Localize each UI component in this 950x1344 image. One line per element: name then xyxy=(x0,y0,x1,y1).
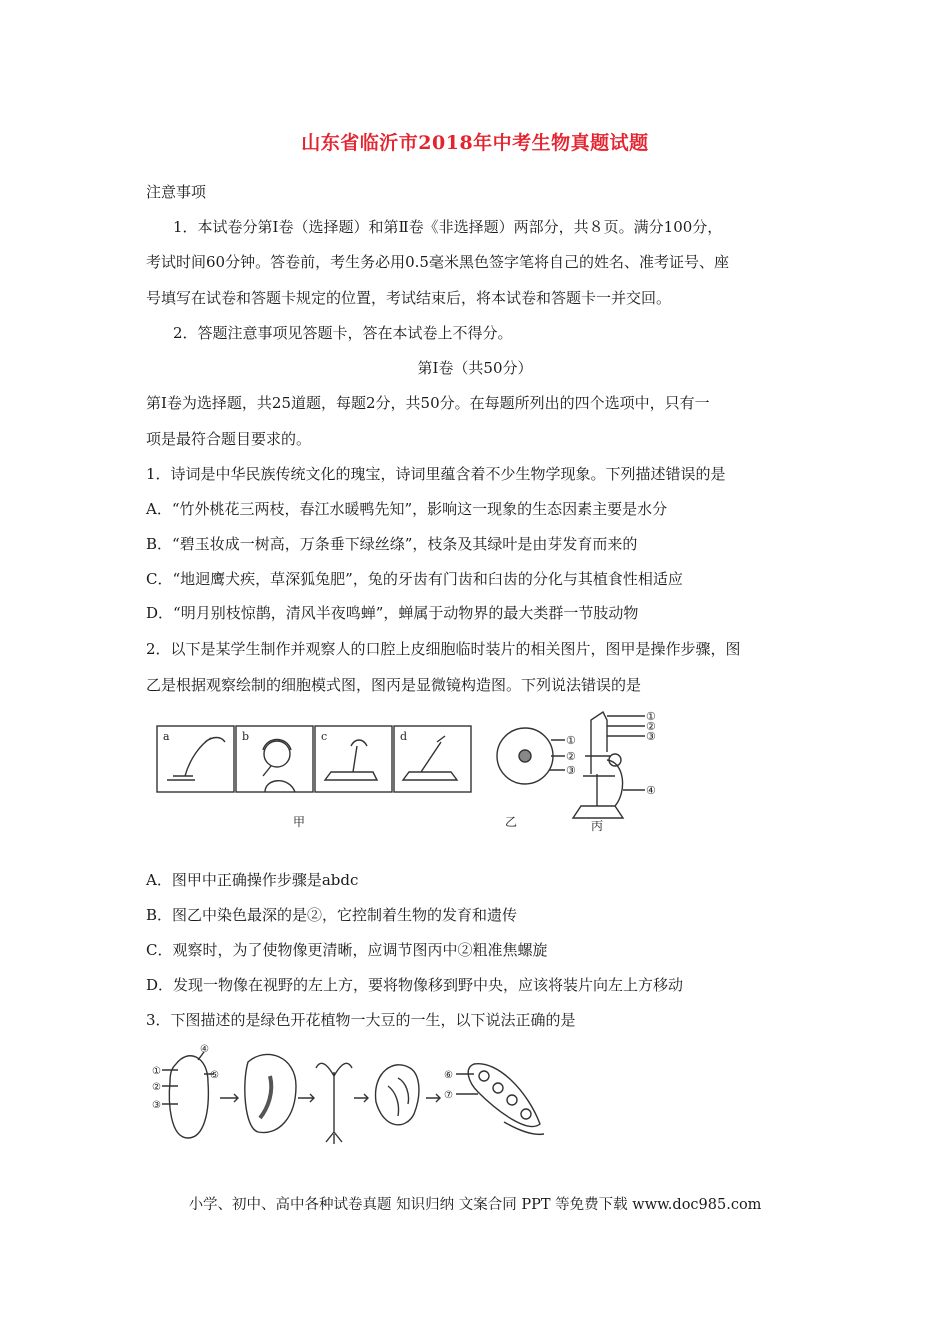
scope-label-1: ① xyxy=(646,710,656,723)
notice-item-1-line-2: 考试时间60分钟。答卷前，考生务必用0.5毫米黑色签字笔将自己的姓名、准考证号、座 xyxy=(146,253,729,271)
seed-diagram xyxy=(162,1052,214,1138)
pod-label-7: ⑦ xyxy=(444,1090,453,1101)
cell-label-3: ③ xyxy=(566,764,576,777)
arrow-icon xyxy=(220,1094,238,1102)
page-footer: 小学、初中、高中各种试卷真题 知识归纳 文案合同 PPT 等免费下载 www.doc985.com xyxy=(188,1197,762,1213)
arrow-icon xyxy=(426,1094,440,1102)
question-1-option-c: C．“地迥鹰犬疾，草深狐兔肥”，兔的牙齿有门齿和臼齿的分化与其植食性相适应 xyxy=(146,570,683,588)
question-1-stem: 1．诗词是中华民族传统文化的瑰宝，诗词里蕴含着不少生物学现象。下列描述错误的是 xyxy=(146,465,726,483)
section-intro-line-1: 第Ⅰ卷为选择题，共25道题，每题2分，共50分。在每题所列出的四个选项中，只有一 xyxy=(146,394,710,412)
seed-label-4: ④ xyxy=(200,1044,209,1055)
step-label-c: c xyxy=(321,730,328,743)
flower-diagram xyxy=(376,1065,419,1125)
question-2-stem-line-1: 2．以下是某学生制作并观察人的口腔上皮细胞临时装片的相关图片，图甲是操作步骤，图 xyxy=(146,640,741,658)
arrow-icon xyxy=(298,1094,314,1102)
question-1-option-b: B．“碧玉妆成一树高，万条垂下绿丝绦”，枝条及其绿叶是由芽发育而来的 xyxy=(146,535,638,553)
section-intro-line-2: 项是最符合题目要求的。 xyxy=(146,430,312,448)
seed-label-3: ③ xyxy=(152,1100,161,1111)
pod-diagram xyxy=(456,1064,544,1135)
question-2-option-a: A．图甲中正确操作步骤是abdc xyxy=(146,871,359,889)
cell-label-1: ① xyxy=(566,734,576,747)
pod-label-6: ⑥ xyxy=(444,1070,453,1081)
page-title: 山东省临沂市2018年中考生物真题试题 xyxy=(301,132,649,154)
step-label-d: d xyxy=(400,730,408,743)
notice-item-1-line-1: 1．本试卷分第Ⅰ卷（选择题）和第Ⅱ卷《非选择题）两部分，共８页。满分100分， xyxy=(173,218,723,236)
notice-item-2: 2．答题注意事项见答题卡，答在本试卷上不得分。 xyxy=(173,324,513,342)
germinating-seed-diagram xyxy=(245,1054,296,1132)
step-label-a: a xyxy=(163,730,170,743)
caption-yi: 乙 xyxy=(505,815,518,829)
question-2-stem-line-2: 乙是根据观察绘制的细胞模式图，图丙是显微镜构造图。下列说法错误的是 xyxy=(146,676,642,694)
cell-label-2: ② xyxy=(566,750,576,763)
question-1-option-d: D．“明月别枝惊鹊，清风半夜鸣蝉”，蝉属于动物界的最大类群一节肢动物 xyxy=(146,604,639,622)
seed-label-5: ⑤ xyxy=(210,1070,219,1081)
step-label-b: b xyxy=(242,730,250,743)
question-1-option-a: A．“竹外桃花三两枝，春江水暖鸭先知”，影响这一现象的生态因素主要是水分 xyxy=(146,500,668,518)
seedling-diagram xyxy=(316,1063,352,1144)
question-2-figure xyxy=(145,700,665,835)
question-2-option-c: C．观察时，为了使物像更清晰，应调节图丙中②粗准焦螺旋 xyxy=(146,941,548,959)
arrow-icon xyxy=(354,1094,368,1102)
question-2-option-d: D．发现一物像在视野的左上方，要将物像移到野中央，应该将装片向左上方移动 xyxy=(146,976,684,994)
caption-bing: 丙 xyxy=(591,819,604,833)
question-2-option-b: B．图乙中染色最深的是②，它控制着生物的发育和遗传 xyxy=(146,906,518,924)
question-3-figure xyxy=(148,1042,548,1147)
cell-diagram xyxy=(497,728,565,784)
scope-label-2: ② xyxy=(646,720,656,733)
caption-jia: 甲 xyxy=(293,815,306,829)
notice-heading: 注意事项 xyxy=(146,183,207,201)
seed-label-2: ② xyxy=(152,1082,161,1093)
seed-label-1: ① xyxy=(152,1066,161,1077)
question-3-stem: 3．下图描述的是绿色开花植物一大豆的一生，以下说法正确的是 xyxy=(146,1011,576,1029)
scope-label-4: ④ xyxy=(646,784,656,797)
section-heading: 第Ⅰ卷（共50分） xyxy=(417,359,533,377)
microscope-diagram xyxy=(573,712,645,818)
scope-label-3: ③ xyxy=(646,730,656,743)
notice-item-1-line-3: 号填写在试卷和答题卡规定的位置，考试结束后，将本试卷和答题卡一并交回。 xyxy=(146,289,672,307)
